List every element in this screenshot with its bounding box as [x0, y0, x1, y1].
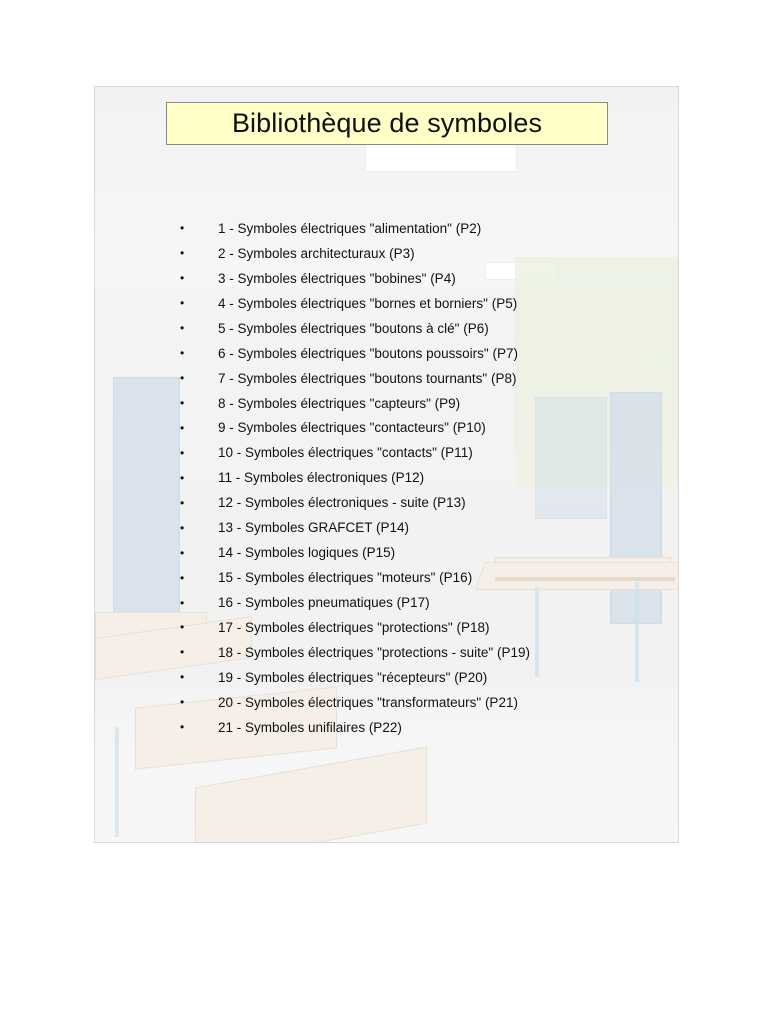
- list-item: [180, 690, 620, 715]
- bullet-icon: •: [180, 246, 185, 261]
- list-item: [180, 291, 620, 316]
- list-item-label: 6 - Symboles électriques "boutons poussoirs" (P7): [218, 345, 518, 361]
- list-item-label: 10 - Symboles électriques "contacts" (P11): [218, 445, 473, 461]
- list-item-label: 17 - Symboles électriques "protections" (P18): [218, 619, 490, 635]
- bullet-icon: •: [180, 695, 185, 710]
- list-item: [180, 440, 620, 465]
- list-item: [180, 640, 620, 665]
- list-item-label: 13 - Symboles GRAFCET (P14): [218, 520, 410, 536]
- list-item-label: 5 - Symboles électriques "boutons à clé" (P6): [218, 320, 489, 336]
- list-item-label: 15 - Symboles électriques "moteurs" (P16): [218, 570, 473, 586]
- list-item-label: 7 - Symboles électriques "boutons tournants" (P8): [218, 370, 517, 386]
- list-item: [180, 565, 620, 590]
- list-item: [180, 266, 620, 291]
- list-item-label: 18 - Symboles électriques "protections - suite" (P19): [218, 644, 530, 660]
- list-item: [180, 540, 620, 565]
- list-item-label: 16 - Symboles pneumatiques (P17): [218, 595, 430, 611]
- list-item: [180, 216, 620, 241]
- list-item: [180, 241, 620, 266]
- bullet-icon: •: [180, 545, 185, 560]
- symbol-index-list: [180, 216, 620, 740]
- bullet-icon: •: [180, 346, 185, 361]
- bullet-icon: •: [180, 620, 185, 635]
- bullet-icon: •: [180, 221, 185, 236]
- bullet-icon: •: [180, 520, 185, 535]
- bullet-icon: •: [180, 396, 185, 411]
- bullet-icon: •: [180, 445, 185, 460]
- list-item: [180, 316, 620, 341]
- bullet-icon: •: [180, 570, 185, 585]
- list-item: [180, 615, 620, 640]
- bullet-icon: •: [180, 271, 185, 286]
- list-item-label: 4 - Symboles électriques "bornes et borniers" (P5): [218, 295, 518, 311]
- bullet-icon: •: [180, 720, 185, 735]
- list-item: [180, 515, 620, 540]
- list-item-label: 14 - Symboles logiques (P15): [218, 545, 396, 561]
- bullet-icon: •: [180, 670, 185, 685]
- list-item: [180, 416, 620, 441]
- list-item: [180, 341, 620, 366]
- bullet-icon: •: [180, 371, 185, 386]
- list-item-label: 2 - Symboles architecturaux (P3): [218, 245, 415, 261]
- list-item: [180, 465, 620, 490]
- list-item: [180, 391, 620, 416]
- list-item-label: 9 - Symboles électriques "contacteurs" (P10): [218, 420, 486, 436]
- list-item-label: 12 - Symboles électroniques - suite (P13): [218, 495, 466, 511]
- title-box: [166, 102, 608, 145]
- bullet-icon: •: [180, 296, 185, 311]
- list-item: [180, 590, 620, 615]
- list-item-label: 19 - Symboles électriques "récepteurs" (P20): [218, 669, 488, 685]
- list-item-label: 1 - Symboles électriques "alimentation" (P2): [218, 220, 482, 236]
- list-item: [180, 366, 620, 391]
- list-item-label: 20 - Symboles électriques "transformateurs" (P21): [218, 694, 518, 710]
- list-item: [180, 715, 620, 740]
- bullet-icon: •: [180, 645, 185, 660]
- list-item: [180, 490, 620, 515]
- bullet-icon: •: [180, 595, 185, 610]
- list-item: [180, 665, 620, 690]
- bullet-icon: •: [180, 321, 185, 336]
- bullet-icon: •: [180, 470, 185, 485]
- bullet-icon: •: [180, 495, 185, 510]
- list-item-label: 21 - Symboles unifilaires (P22): [218, 719, 402, 735]
- list-item-label: 8 - Symboles électriques "capteurs" (P9): [218, 395, 461, 411]
- list-item-label: 11 - Symboles électroniques (P12): [218, 470, 425, 486]
- bullet-icon: •: [180, 420, 185, 435]
- page-title: Bibliothèque de symboles: [231, 108, 543, 138]
- list-item-label: 3 - Symboles électriques "bobines" (P4): [218, 270, 456, 286]
